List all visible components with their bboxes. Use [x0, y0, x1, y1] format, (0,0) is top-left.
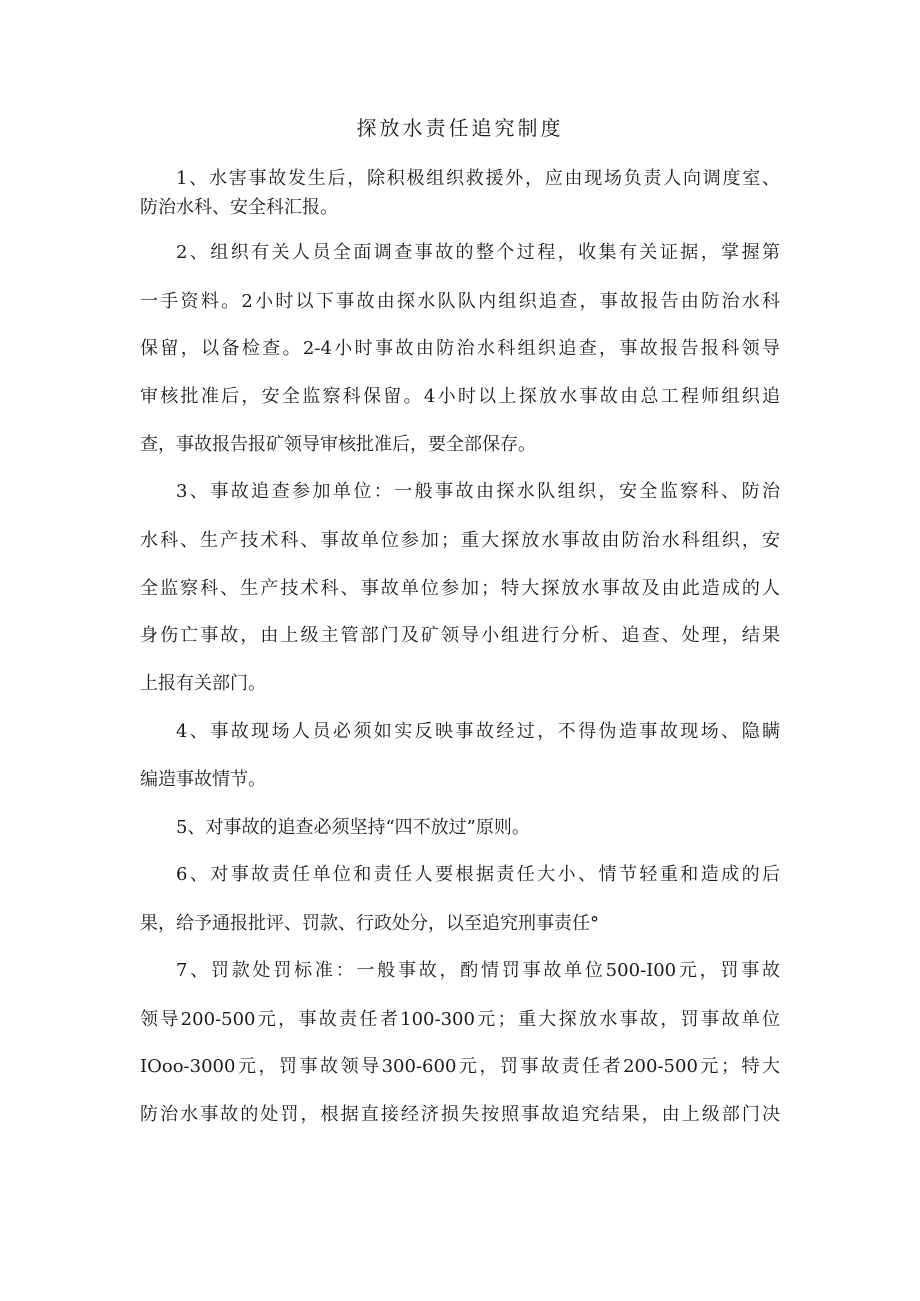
text-line: 全监察科、生产技术科、事故单位参加；特大探放水事故及由此造成的人	[140, 578, 780, 599]
text-line: 5、对事故的追查必须坚持“四不放过”原则。	[176, 817, 530, 838]
text-line: 1、水害事故发生后，除积极组织救援外，应由现场负责人向调度室、	[176, 168, 780, 189]
text-line: 3、事故追查参加单位：一般事故由探水队组织，安全监察科、防治	[176, 481, 780, 502]
text-line: 7、罚款处罚标准：一般事故，酌情罚事故单位500-I00元，罚事故	[176, 960, 780, 981]
text-line: 领导200-500元，事故责任者100-300元；重大探放水事故，罚事故单位	[140, 1009, 780, 1030]
text-line: 一手资料。2小时以下事故由探水队队内组织追查，事故报告由防治水科	[140, 291, 780, 312]
document-title: 探放水责任追究制度	[356, 116, 564, 140]
text-line: 6、对事故责任单位和责任人要根据责任大小、情节轻重和造成的后	[176, 864, 780, 885]
text-line: 身伤亡事故，由上级主管部门及矿领导小组进行分析、追查、处理，结果	[140, 625, 780, 646]
text-line: 水科、生产技术科、事故单位参加；重大探放水事故由防治水科组织，安	[140, 530, 780, 551]
text-line: 2、组织有关人员全面调查事故的整个过程，收集有关证据，掌握第	[176, 242, 780, 263]
text-line: 保留，以备检查。2-4小时事故由防治水科组织追查，事故报告报科领导	[140, 338, 780, 359]
text-line: 查，事故报告报矿领导审核批准后，要全部保存。	[140, 434, 536, 455]
text-line: 防治水科、安全科汇报。	[140, 197, 338, 218]
text-line: 4、事故现场人员必须如实反映事故经过，不得伪造事故现场、隐瞒	[176, 721, 780, 742]
text-line: 审核批准后，安全监察科保留。4小时以上探放水事故由总工程师组织追	[140, 386, 780, 407]
text-line: 防治水事故的处罚，根据直接经济损失按照事故追究结果，由上级部门决	[140, 1104, 780, 1125]
text-line: 果，给予通报批评、罚款、行政处分，以至追究刑事责任°	[140, 913, 599, 934]
text-line: 上报有关部门。	[140, 673, 266, 694]
text-line: IOoo-3000元，罚事故领导300-600元，罚事故责任者200-500元；特大	[140, 1056, 780, 1077]
text-line: 编造事故情节。	[140, 769, 266, 790]
